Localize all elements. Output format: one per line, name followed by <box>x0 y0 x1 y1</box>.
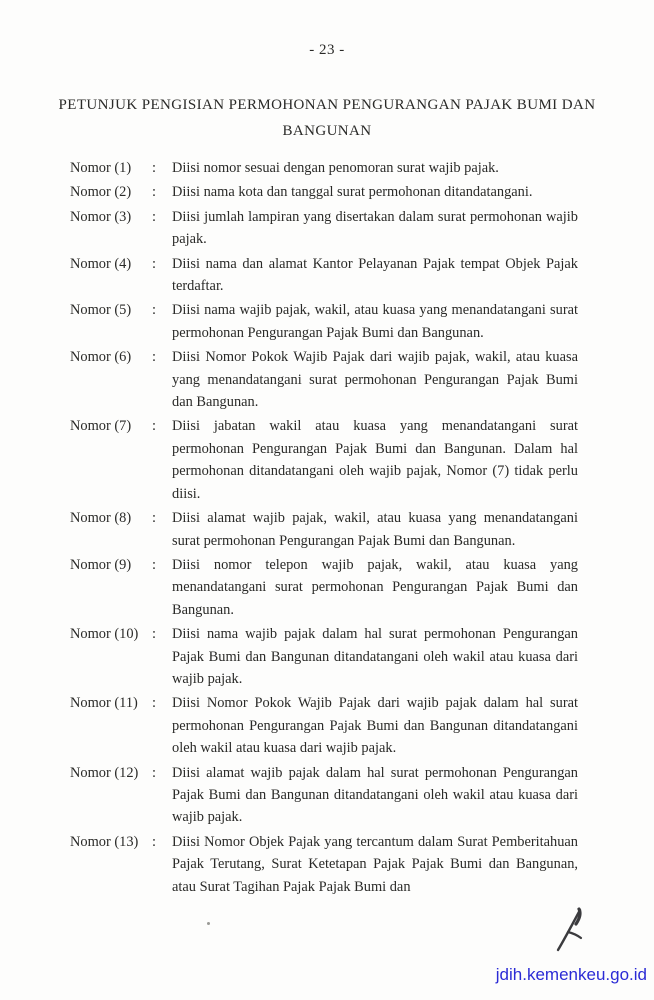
item-label: Nomor (2) <box>70 184 132 201</box>
item-label: Nomor (12) <box>70 764 139 781</box>
item-separator: : <box>152 208 156 225</box>
item-label: Nomor (9) <box>70 556 132 573</box>
instruction-item-13 <box>70 831 578 898</box>
instruction-item-9 <box>70 554 578 621</box>
handwritten-paraph-mark <box>551 901 593 955</box>
item-separator: : <box>152 510 156 527</box>
item-text: Diisi nama kota dan tanggal surat permohonan ditandatangani. <box>172 184 533 201</box>
item-text: Diisi nomor telepon wajib pajak, wakil, atau kuasa yang menandatangani surat permohonan Pengurangan Pajak Bumi dan Bangunan. <box>172 556 578 618</box>
item-label: Nomor (13) <box>70 833 139 850</box>
instruction-item-12 <box>70 762 578 829</box>
item-label: Nomor (6) <box>70 349 132 366</box>
item-label: Nomor (5) <box>70 302 132 319</box>
item-label: Nomor (10) <box>70 626 139 643</box>
item-separator: : <box>152 302 156 319</box>
instruction-item-2 <box>70 181 578 203</box>
instruction-item-3 <box>70 206 578 251</box>
instruction-item-11 <box>70 692 578 759</box>
page-number: - 23 - <box>309 42 345 58</box>
item-label: Nomor (3) <box>70 208 132 225</box>
item-separator: : <box>152 160 156 176</box>
item-label: Nomor (1) <box>70 160 132 176</box>
title-line-2: BANGUNAN <box>282 123 372 139</box>
document-title <box>47 92 607 144</box>
item-text: Diisi nama wajib pajak, wakil, atau kuasa yang menandatangani surat permohonan Pengurangan Pajak Bumi dan Bangunan. <box>172 302 578 341</box>
item-separator: : <box>152 418 156 435</box>
item-label: Nomor (11) <box>70 695 138 712</box>
instruction-item-6 <box>70 346 578 413</box>
item-separator: : <box>152 349 156 366</box>
item-text: Diisi alamat wajib pajak dalam hal surat permohonan Pengurangan Pajak Bumi dan Bangunan ditandatangani oleh wakil atau kuasa dari wajib pajak. <box>172 764 578 826</box>
item-label: Nomor (7) <box>70 418 132 435</box>
item-separator: : <box>152 255 156 272</box>
item-separator: : <box>152 626 156 643</box>
item-separator: : <box>152 184 156 201</box>
item-separator: : <box>152 764 156 781</box>
item-text: Diisi nama wajib pajak dalam hal surat permohonan Pengurangan Pajak Bumi dan Bangunan ditandatangani oleh wakil atau kuasa dari wajib pajak. <box>172 626 578 687</box>
item-label: Nomor (8) <box>70 510 132 527</box>
jdih-kemenkeu-watermark: jdih.kemenkeu.go.id <box>495 965 647 984</box>
item-separator: : <box>152 695 156 712</box>
item-text: Diisi Nomor Pokok Wajib Pajak dari wajib pajak dalam hal surat permohonan Pengurangan Pajak Bumi dan Bangunan ditandatangani oleh wakil atau kuasa dari wajib pajak. <box>172 695 578 757</box>
item-text: Diisi jumlah lampiran yang disertakan dalam surat permohonan wajib pajak. <box>172 208 578 248</box>
instruction-item-1 <box>70 157 578 179</box>
item-text: Diisi Nomor Objek Pajak yang tercantum dalam Surat Pemberitahuan Pajak Terutang, Surat Ketetapan Pajak Pajak Bumi dan Bangunan, atau Surat Tagihan Pajak Pajak Bumi dan <box>172 833 578 895</box>
item-separator: : <box>152 833 156 850</box>
instruction-item-4 <box>70 253 578 298</box>
instruction-list <box>70 157 578 900</box>
item-separator: : <box>152 556 156 573</box>
scan-speck <box>207 922 210 925</box>
instruction-item-8 <box>70 507 578 552</box>
title-line-1: PETUNJUK PENGISIAN PERMOHONAN PENGURANGAN PAJAK BUMI DAN <box>58 97 596 113</box>
instruction-item-5 <box>70 299 578 344</box>
item-text: Diisi jabatan wakil atau kuasa yang menandatangani surat permohonan Pengurangan Pajak Bumi dan Bangunan. Dalam hal permohonan ditandatangani oleh wajib pajak, Nomor (7) tidak perlu diisi. <box>172 418 578 502</box>
item-label: Nomor (4) <box>70 255 132 272</box>
item-text: Diisi alamat wajib pajak, wakil, atau kuasa yang menandatangani surat permohonan Pengurangan Pajak Bumi dan Bangunan. <box>172 510 578 549</box>
item-text: Diisi Nomor Pokok Wajib Pajak dari wajib pajak, wakil, atau kuasa yang menandatangani surat permohonan Pengurangan Pajak Bumi dan Bangunan. <box>172 349 578 411</box>
item-text: Diisi nomor sesuai dengan penomoran surat wajib pajak. <box>172 160 499 176</box>
instruction-item-10 <box>70 623 578 690</box>
item-text: Diisi nama dan alamat Kantor Pelayanan Pajak tempat Objek Pajak terdaftar. <box>172 255 578 295</box>
instruction-item-7 <box>70 415 578 505</box>
